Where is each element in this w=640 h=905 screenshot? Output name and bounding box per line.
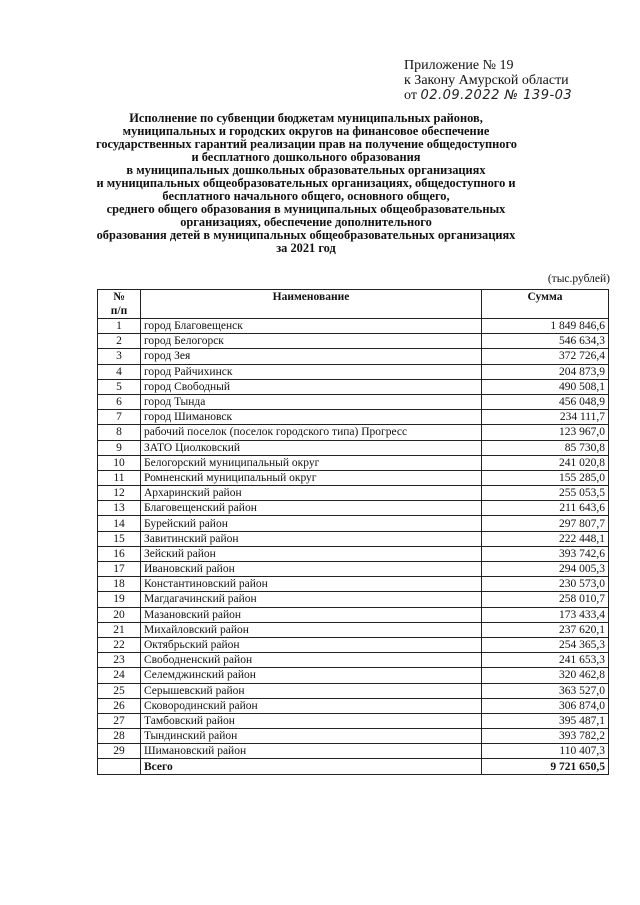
row-sum: 234 111,7 bbox=[482, 410, 609, 425]
row-sum: 393 782,2 bbox=[482, 729, 609, 744]
row-number: 26 bbox=[98, 698, 141, 713]
row-number: 28 bbox=[98, 729, 141, 744]
row-number: 1 bbox=[98, 319, 141, 334]
row-number: 8 bbox=[98, 425, 141, 440]
header-number-line2: п/п bbox=[110, 305, 128, 317]
table-row bbox=[98, 394, 609, 409]
header-sum: Сумма bbox=[482, 290, 609, 319]
row-number: 10 bbox=[98, 455, 141, 470]
row-name: Шимановский район bbox=[141, 744, 482, 759]
annex-date-prefix: от bbox=[404, 88, 417, 103]
row-number: 24 bbox=[98, 668, 141, 683]
table-row bbox=[98, 577, 609, 592]
annex-law: к Закону Амурской области bbox=[404, 73, 569, 88]
row-number: 15 bbox=[98, 531, 141, 546]
table-row bbox=[98, 713, 609, 728]
row-name: Мазановский район bbox=[141, 607, 482, 622]
row-sum: 546 634,3 bbox=[482, 334, 609, 349]
row-sum: 294 005,3 bbox=[482, 562, 609, 577]
row-sum: 123 967,0 bbox=[482, 425, 609, 440]
row-sum: 204 873,9 bbox=[482, 364, 609, 379]
table-row bbox=[98, 516, 609, 531]
row-number: 3 bbox=[98, 349, 141, 364]
table-row bbox=[98, 562, 609, 577]
subvention-table bbox=[97, 289, 609, 775]
row-name: Белогорский муниципальный округ bbox=[141, 455, 482, 470]
row-sum: 155 285,0 bbox=[482, 470, 609, 485]
row-sum: 306 874,0 bbox=[482, 698, 609, 713]
annex-number: Приложение № 19 bbox=[404, 58, 514, 73]
row-name: Серышевский район bbox=[141, 683, 482, 698]
table-row bbox=[98, 607, 609, 622]
row-sum: 237 620,1 bbox=[482, 622, 609, 637]
row-sum: 173 433,4 bbox=[482, 607, 609, 622]
row-sum: 254 365,3 bbox=[482, 637, 609, 652]
document-title bbox=[96, 112, 516, 255]
row-number: 29 bbox=[98, 744, 141, 759]
row-number: 22 bbox=[98, 637, 141, 652]
row-sum: 372 726,4 bbox=[482, 349, 609, 364]
annex-block bbox=[404, 58, 572, 103]
units-label: (тыс.рублей) bbox=[547, 273, 610, 285]
row-sum: 241 020,8 bbox=[482, 455, 609, 470]
title-line: за 2021 год bbox=[276, 241, 336, 255]
table-row bbox=[98, 470, 609, 485]
row-sum: 393 742,6 bbox=[482, 546, 609, 561]
row-name: город Райчихинск bbox=[141, 364, 482, 379]
table-row bbox=[98, 319, 609, 334]
header-number-line1: № bbox=[113, 291, 125, 303]
row-name: ЗАТО Циолковский bbox=[141, 440, 482, 455]
row-name: Тындинский район bbox=[141, 729, 482, 744]
table-row bbox=[98, 546, 609, 561]
row-number: 21 bbox=[98, 622, 141, 637]
table-row bbox=[98, 455, 609, 470]
total-number bbox=[98, 759, 141, 774]
table-row bbox=[98, 637, 609, 652]
row-name: Зейский район bbox=[141, 546, 482, 561]
row-number: 4 bbox=[98, 364, 141, 379]
table-row bbox=[98, 334, 609, 349]
row-sum: 456 048,9 bbox=[482, 394, 609, 409]
title-line: организациях, обеспечение дополнительного bbox=[180, 215, 432, 229]
annex-handwritten-date: 02.09.2022 № 139-03 bbox=[420, 88, 573, 103]
row-sum: 297 807,7 bbox=[482, 516, 609, 531]
row-sum: 395 487,1 bbox=[482, 713, 609, 728]
row-name: город Зея bbox=[141, 349, 482, 364]
row-number: 14 bbox=[98, 516, 141, 531]
row-sum: 241 653,3 bbox=[482, 653, 609, 668]
total-row bbox=[98, 759, 609, 774]
row-sum: 320 462,8 bbox=[482, 668, 609, 683]
row-name: Благовещенский район bbox=[141, 501, 482, 516]
annex-date-line bbox=[404, 88, 572, 103]
row-number: 7 bbox=[98, 410, 141, 425]
title-line: Исполнение по субвенции бюджетам муниципальных районов, bbox=[129, 111, 483, 125]
row-sum: 222 448,1 bbox=[482, 531, 609, 546]
row-name: рабочий поселок (поселок городского типа) Прогресс bbox=[141, 425, 482, 440]
row-sum: 363 527,0 bbox=[482, 683, 609, 698]
header-number bbox=[98, 290, 141, 319]
row-number: 5 bbox=[98, 379, 141, 394]
title-line: бесплатного начального общего, основного общего, bbox=[162, 189, 450, 203]
row-name: Ромненский муниципальный округ bbox=[141, 470, 482, 485]
table-row bbox=[98, 683, 609, 698]
row-number: 25 bbox=[98, 683, 141, 698]
row-name: Бурейский район bbox=[141, 516, 482, 531]
table-row bbox=[98, 592, 609, 607]
table-row bbox=[98, 653, 609, 668]
title-line: среднего общего образования в муниципальных общеобразовательных bbox=[106, 202, 506, 216]
table-row bbox=[98, 364, 609, 379]
row-sum: 255 053,5 bbox=[482, 486, 609, 501]
row-sum: 110 407,3 bbox=[482, 744, 609, 759]
row-number: 23 bbox=[98, 653, 141, 668]
title-line: государственных гарантий реализации прав на получение общедоступного bbox=[96, 137, 518, 151]
row-number: 13 bbox=[98, 501, 141, 516]
table-row bbox=[98, 698, 609, 713]
row-name: Тамбовский район bbox=[141, 713, 482, 728]
row-sum: 85 730,8 bbox=[482, 440, 609, 455]
row-number: 6 bbox=[98, 394, 141, 409]
table-row bbox=[98, 379, 609, 394]
row-number: 12 bbox=[98, 486, 141, 501]
table-row bbox=[98, 668, 609, 683]
total-sum: 9 721 650,5 bbox=[482, 759, 609, 774]
table-row bbox=[98, 744, 609, 759]
row-name: Константиновский район bbox=[141, 577, 482, 592]
row-name: Свободненский район bbox=[141, 653, 482, 668]
table-row bbox=[98, 425, 609, 440]
row-number: 2 bbox=[98, 334, 141, 349]
row-name: город Тында bbox=[141, 394, 482, 409]
row-name: Октябрьский район bbox=[141, 637, 482, 652]
table-row bbox=[98, 486, 609, 501]
row-name: город Шимановск bbox=[141, 410, 482, 425]
row-name: Магдагачинский район bbox=[141, 592, 482, 607]
row-name: город Свободный bbox=[141, 379, 482, 394]
table-row bbox=[98, 622, 609, 637]
row-name: Завитинский район bbox=[141, 531, 482, 546]
title-line: и бесплатного дошкольного образования bbox=[191, 150, 421, 164]
table-row bbox=[98, 531, 609, 546]
title-line: муниципальных и городских округов на финансовое обеспечение bbox=[122, 124, 490, 138]
table-row bbox=[98, 440, 609, 455]
row-number: 11 bbox=[98, 470, 141, 485]
table-row bbox=[98, 501, 609, 516]
row-name: город Белогорск bbox=[141, 334, 482, 349]
row-number: 9 bbox=[98, 440, 141, 455]
header-name: Наименование bbox=[141, 290, 482, 319]
row-name: Ивановский район bbox=[141, 562, 482, 577]
row-name: Селемджинский район bbox=[141, 668, 482, 683]
row-sum: 490 508,1 bbox=[482, 379, 609, 394]
table-header-row bbox=[98, 290, 609, 319]
table-row bbox=[98, 410, 609, 425]
row-sum: 230 573,0 bbox=[482, 577, 609, 592]
total-label: Всего bbox=[141, 759, 482, 774]
row-sum: 258 010,7 bbox=[482, 592, 609, 607]
row-sum: 1 849 846,6 bbox=[482, 319, 609, 334]
row-sum: 211 643,6 bbox=[482, 501, 609, 516]
title-line: в муниципальных дошкольных образовательных организациях bbox=[126, 163, 486, 177]
title-line: образования детей в муниципальных общеобразовательных организациях bbox=[96, 228, 516, 242]
row-name: Архаринский район bbox=[141, 486, 482, 501]
table-row bbox=[98, 349, 609, 364]
table-row bbox=[98, 729, 609, 744]
row-number: 20 bbox=[98, 607, 141, 622]
row-number: 19 bbox=[98, 592, 141, 607]
row-number: 27 bbox=[98, 713, 141, 728]
title-line: и муниципальных общеобразовательных организациях, общедоступного и bbox=[96, 176, 516, 190]
row-number: 18 bbox=[98, 577, 141, 592]
row-number: 17 bbox=[98, 562, 141, 577]
row-name: Михайловский район bbox=[141, 622, 482, 637]
row-name: Сковородинский район bbox=[141, 698, 482, 713]
row-number: 16 bbox=[98, 546, 141, 561]
row-name: город Благовещенск bbox=[141, 319, 482, 334]
